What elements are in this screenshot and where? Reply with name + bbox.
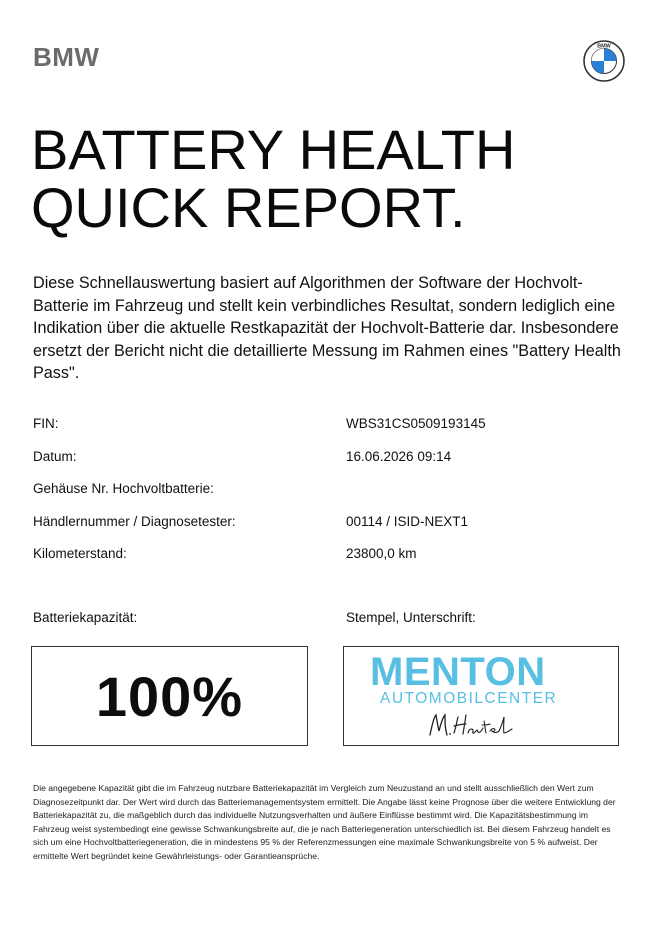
field-row-date bbox=[33, 445, 633, 478]
stamp-dealer-subtitle: AUTOMOBILCENTER bbox=[380, 690, 558, 707]
field-value: WBS31CS0509193145 bbox=[346, 416, 486, 431]
page-title bbox=[31, 118, 516, 239]
capacity-value: 100% bbox=[95, 664, 244, 728]
brand-wordmark: BMW bbox=[33, 42, 100, 72]
capacity-box bbox=[31, 646, 308, 746]
field-label: Datum: bbox=[33, 448, 77, 464]
svg-text:BMW: BMW bbox=[597, 43, 611, 50]
field-value: 00114 / ISID-NEXT1 bbox=[346, 513, 469, 529]
field-row-housing-number bbox=[33, 477, 633, 510]
capacity-label: Batteriekapazität: bbox=[33, 610, 138, 625]
field-label: Händlernummer / Diagnosetester: bbox=[33, 513, 236, 529]
intro-text: Diese Schnellauswertung basiert auf Algorithmen der Software der Hochvolt-Batterie im Fahrzeug und stellt kein verbindliches Resultat, sondern lediglich eine Indikation über die aktuelle Restkapazität der Hochvolt-Batterie dar. Insbesondere ersetzt der Bericht nicht die detaillierte Messung im Rahmen eines "Battery Health Pass". bbox=[33, 274, 621, 382]
field-label: FIN: bbox=[33, 416, 59, 431]
field-row-mileage bbox=[33, 542, 633, 575]
title-line-1: BATTERY HEALTH bbox=[31, 118, 516, 181]
bmw-roundel-icon bbox=[583, 40, 625, 82]
handwritten-signature bbox=[426, 711, 516, 739]
field-label: Gehäuse Nr. Hochvoltbatterie: bbox=[33, 481, 214, 496]
field-row-dealer-tester bbox=[33, 510, 633, 543]
report-fields bbox=[33, 412, 633, 575]
disclaimer-footnote: Die angegebene Kapazität gibt die im Fahrzeug nutzbare Batteriekapazität im Vergleich zum Neuzustand an und stellt ausschließlich den Wert zum Diagnosezeitpunkt dar. Der Wert wird durch das Batteriemanagementsystem ermittelt. Die Angabe lässt keine Prognose über die weitere Entwicklung der Batteriekapazität zu, die maßgeblich durch das individuelle Nutzungsverhalten und äußere Einflüsse bestimmt wird. Die Kapazitätsbestimmung im Fahrzeug weist systembedingt eine gewisse Schwankungsbreite auf, die je nach Batteriegeneration unterschiedlich ist. Bei diesem Fahrzeug handelt es sich um eine Hochvoltbatteriegeneration, die in mindestens 95 % der Referenzmessungen eine maximale Schwankungsbreite von 5 % aufweist. Der ermittelte Wert begründet keine Gewährleistungs- oder Garantieansprüche. bbox=[33, 783, 616, 861]
field-row-fin bbox=[33, 412, 633, 445]
stamp-dealer-name: MENTON bbox=[370, 650, 546, 694]
stamp-box bbox=[343, 646, 619, 746]
field-value: 16.06.2026 09:14 bbox=[346, 448, 452, 464]
title-line-2: QUICK REPORT. bbox=[31, 176, 466, 239]
field-label: Kilometerstand: bbox=[33, 546, 127, 561]
stamp-label: Stempel, Unterschrift: bbox=[346, 610, 476, 625]
field-value: 23800,0 km bbox=[346, 546, 417, 561]
